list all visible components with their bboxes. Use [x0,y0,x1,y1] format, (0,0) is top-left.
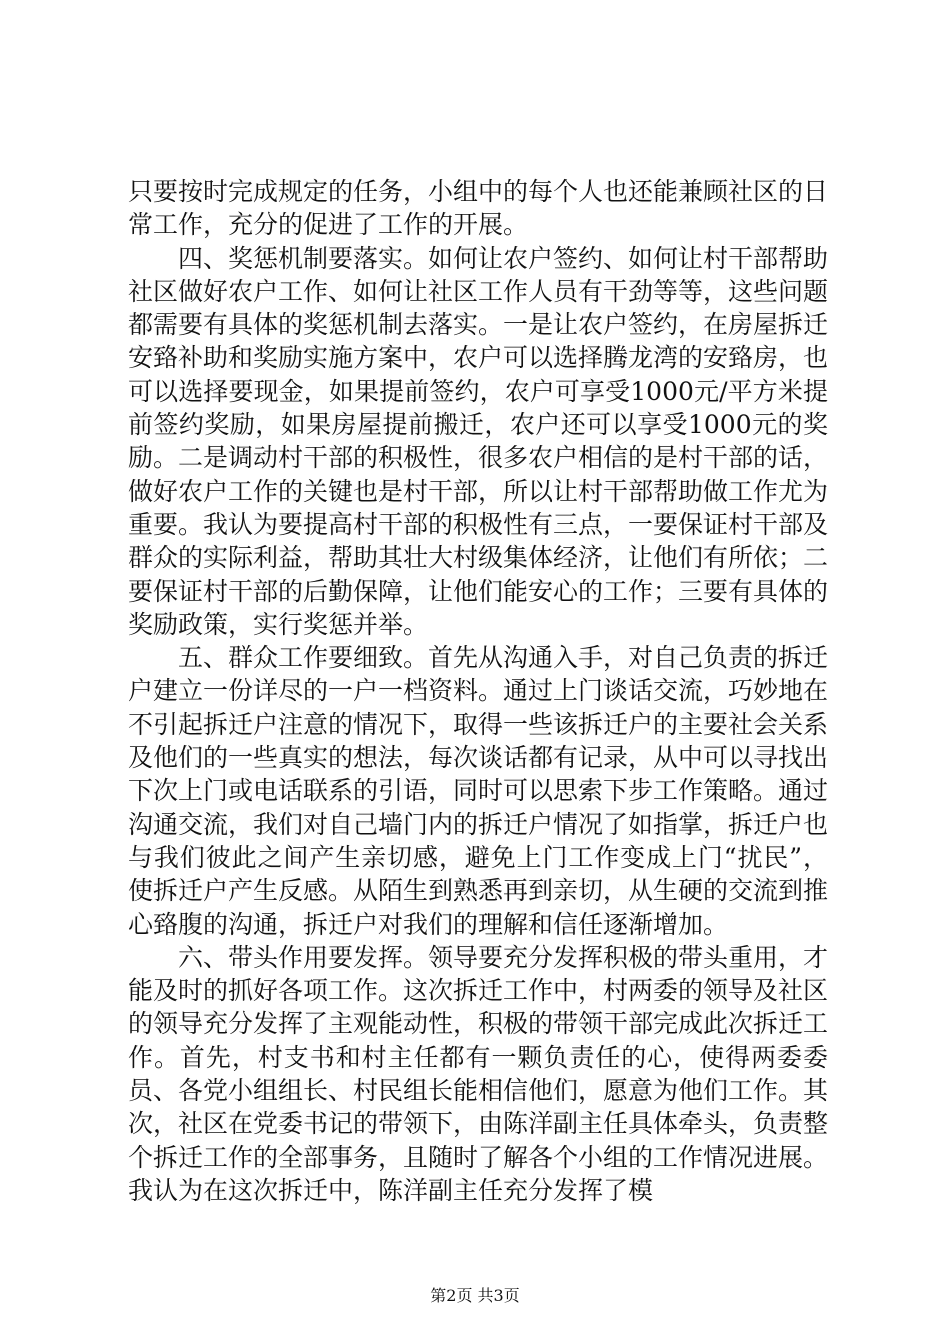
paragraph-four-reward-penalty: 四、奖惩机制要落实。如何让农户签约、如何让村干部帮助社区做好农户工作、如何让社区工作人员有干劲等等，这些问题都需要有具体的奖惩机制去落实。一是让农户签约，在房屋拆迁安臵补助和奖励实施方案中，农户可以选择腾龙湾的安臵房，也可以选择要现金，如果提前签约，农户可享受1000元/平方米提前签约奖励，如果房屋提前搬迁，农户还可以享受1000元的奖励。二是调动村干部的积极性，很多农户相信的是村干部的话，做好农户工作的关键也是村干部，所以让村干部帮助做工作尤为重要。我认为要提高村干部的积极性有三点，一要保证村干部及群众的实际利益，帮助其壮大村级集体经济，让他们有所依；二要保证村干部的后勤保障，让他们能安心的工作；三要有具体的奖励政策，实行奖惩并举。 [128,243,829,639]
page-number-footer: 第2页 共3页 [430,1286,520,1305]
paragraph-six-leading-role: 六、带头作用要发挥。领导要充分发挥积极的带头重用，才能及时的抓好各项工作。这次拆迁工作中，村两委的领导及社区的领导充分发挥了主观能动性，积极的带领干部完成此次拆迁工作。首先，村支书和村主任都有一颗负责任的心，使得两委委员、各党小组组长、村民组长能相信他们，愿意为他们工作。其次，社区在党委书记的带领下，由陈洋副主任具体牵头，负责整个拆迁工作的全部事务，且随时了解各个小组的工作情况进展。我认为在这次拆迁中，陈洋副主任充分发挥了模 [128,942,829,1205]
paragraph-five-mass-work: 五、群众工作要细致。首先从沟通入手，对自己负责的拆迁户建立一份详尽的一户一档资料。通过上门谈话交流，巧妙地在不引起拆迁户注意的情况下，取得一些该拆迁户的主要社会关系及他们的一些真实的想法，每次谈话都有记录，从中可以寻找出下次上门或电话联系的引语，同时可以思索下步工作策略。通过沟通交流，我们对自己墙门内的拆迁户情况了如指掌，拆迁户也与我们彼此之间产生亲切感，避免上门工作变成上门“扰民”，使拆迁户产生反感。从陌生到熟悉再到亲切，从生硬的交流到推心臵腹的沟通，拆迁户对我们的理解和信任逐渐增加。 [128,643,829,939]
paragraph-continuation: 只要按时完成规定的任务，小组中的每个人也还能兼顾社区的日常工作，充分的促进了工作的开展。 [128,177,829,240]
document-body [128,175,828,1207]
